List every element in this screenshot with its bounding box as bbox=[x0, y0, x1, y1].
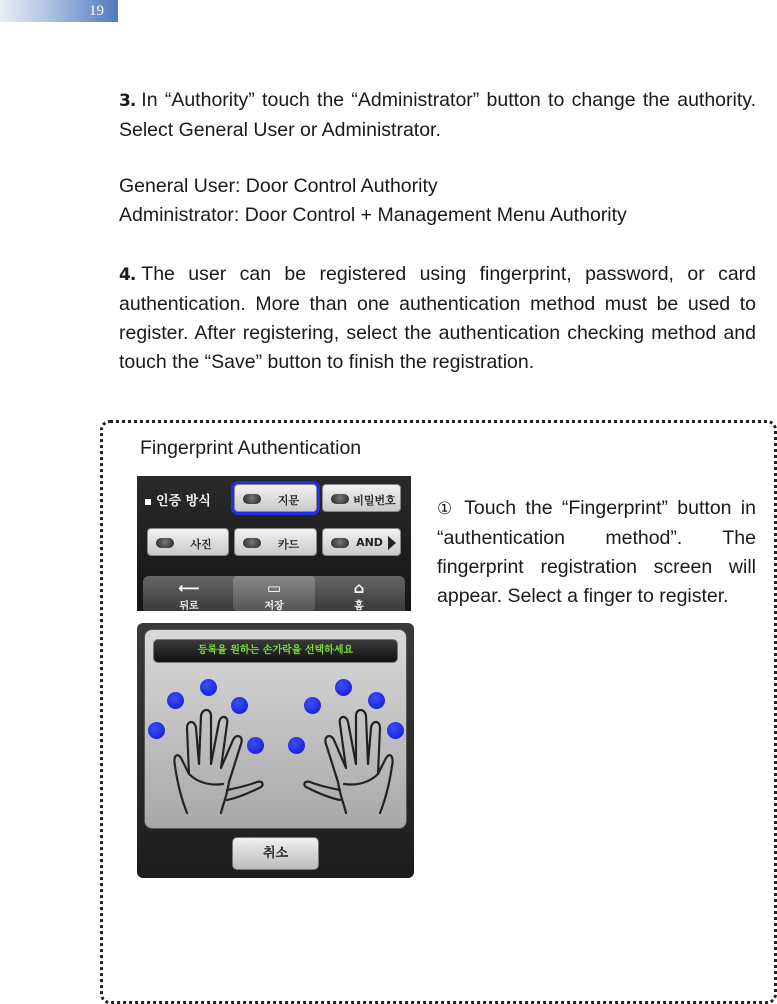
home-button[interactable]: ⌂ 홈 bbox=[319, 576, 399, 611]
figure-description bbox=[437, 494, 756, 611]
right-little-finger-dot[interactable] bbox=[387, 722, 404, 739]
right-thumb-dot[interactable] bbox=[288, 737, 305, 754]
save-button[interactable]: ▭ 저장 bbox=[233, 576, 315, 611]
left-thumb-dot[interactable] bbox=[247, 737, 264, 754]
indicator-icon bbox=[331, 494, 349, 504]
home-icon: ⌂ bbox=[353, 579, 365, 597]
indicator-icon bbox=[331, 538, 349, 548]
page-number: 19 bbox=[89, 3, 104, 19]
figure-description-text: Touch the “Fingerprint” button in “authentication method”. The fingerprint registration screen will appear. Select a finger to register. bbox=[437, 497, 756, 607]
authority-general-user: General User: Door Control Authority bbox=[119, 175, 438, 197]
left-hand-outline bbox=[167, 708, 272, 818]
step-4-paragraph bbox=[119, 260, 756, 377]
step-3-text: In “Authority” touch the “Administrator” button to change the authority. Select General User or Administrator. bbox=[119, 89, 756, 141]
page-number-tab bbox=[0, 0, 118, 22]
card-button[interactable]: 카드 bbox=[234, 528, 317, 556]
right-index-finger-dot[interactable] bbox=[304, 697, 321, 714]
finger-select-banner: 등록을 원하는 손가락을 선택하세요 bbox=[153, 639, 398, 663]
finger-select-screen bbox=[137, 623, 414, 878]
step-marker: ① bbox=[437, 499, 457, 519]
back-button[interactable]: ⟵ 뒤로 bbox=[149, 576, 229, 611]
password-button[interactable]: 비밀번호 bbox=[322, 484, 401, 512]
indicator-icon bbox=[243, 494, 261, 504]
save-icon: ▭ bbox=[266, 579, 282, 597]
step-4-text: The user can be registered using fingerprint, password, or card authentication. More than one authentication method must be used to register. After registering, select the authentication checking method and touch the “Save” button to finish the registration. bbox=[119, 263, 756, 373]
right-middle-finger-dot[interactable] bbox=[335, 679, 352, 696]
authority-administrator: Administrator: Door Control + Management Menu Authority bbox=[119, 204, 627, 226]
indicator-icon bbox=[243, 538, 261, 548]
step-4-number: 4. bbox=[119, 265, 136, 285]
indicator-icon bbox=[156, 538, 174, 548]
photo-button[interactable]: 사진 bbox=[147, 528, 229, 556]
and-button[interactable]: AND bbox=[322, 528, 401, 556]
back-arrow-icon: ⟵ bbox=[178, 579, 200, 597]
figure-title: Fingerprint Authentication bbox=[140, 437, 362, 459]
left-index-finger-dot[interactable] bbox=[231, 697, 248, 714]
cancel-button[interactable]: 취소 bbox=[232, 837, 319, 870]
left-middle-finger-dot[interactable] bbox=[200, 679, 217, 696]
step-3-number: 3. bbox=[119, 91, 136, 111]
right-ring-finger-dot[interactable] bbox=[368, 692, 385, 709]
auth-method-screen bbox=[137, 476, 411, 611]
auth-method-title: 인증 방식 bbox=[145, 490, 211, 509]
right-hand-outline bbox=[295, 708, 400, 818]
finger-select-panel bbox=[144, 629, 407, 829]
fingerprint-button[interactable]: 지문 bbox=[234, 484, 317, 512]
next-arrow-icon bbox=[388, 536, 396, 550]
step-3-paragraph bbox=[119, 86, 756, 145]
left-little-finger-dot[interactable] bbox=[148, 722, 165, 739]
bottom-bar bbox=[143, 576, 405, 611]
left-ring-finger-dot[interactable] bbox=[167, 692, 184, 709]
